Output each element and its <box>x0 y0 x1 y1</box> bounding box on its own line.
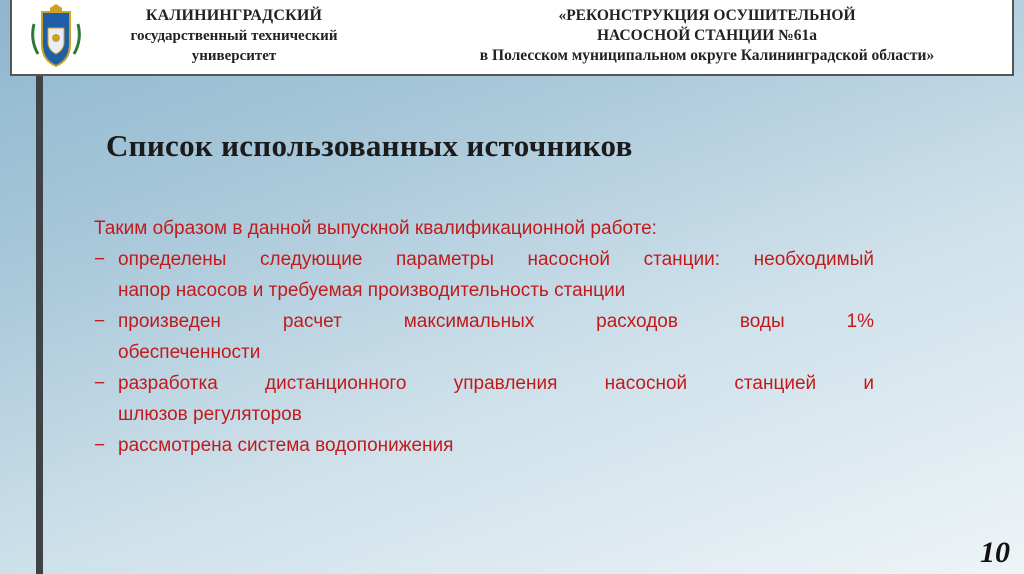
slide-content <box>94 213 874 461</box>
list-item-line2: обеспеченности <box>118 342 261 363</box>
bullet-dash: − <box>94 435 106 456</box>
list-item-line1: разработка дистанционного управления насосной станцией и <box>118 373 874 394</box>
bullet-dash: − <box>94 373 106 394</box>
list-item <box>94 244 874 306</box>
university-name-line1: КАЛИНИНГРАДСКИЙ <box>145 7 323 24</box>
list-item-line1: определены следующие параметры насосной станции: необходимый <box>118 249 874 270</box>
list-item-line1: произведен расчет максимальных расходов воды 1% <box>118 311 874 332</box>
slide-header <box>10 0 1014 76</box>
page-number: 10 <box>980 536 1010 569</box>
project-title <box>412 6 1002 66</box>
left-accent-bar <box>36 0 43 574</box>
list-item <box>94 430 874 461</box>
bullet-dash: − <box>94 249 106 270</box>
university-name-line3: университет <box>191 48 277 64</box>
list-item <box>94 306 874 368</box>
project-title-line3: в Полесском муниципальном округе Калининградской области» <box>479 47 935 64</box>
university-name <box>94 6 374 66</box>
list-item-line2: шлюзов регуляторов <box>118 404 302 425</box>
project-title-line1: «РЕКОНСТРУКЦИЯ ОСУШИТЕЛЬНОЙ <box>558 7 856 24</box>
project-title-line2: НАСОСНОЙ СТАНЦИИ №61а <box>596 27 818 44</box>
bullet-dash: − <box>94 311 106 332</box>
slide-title: Список использованных источников <box>106 128 633 163</box>
list-item-line1: рассмотрена система водопонижения <box>118 435 454 456</box>
university-emblem-icon <box>28 4 84 70</box>
list-item-line2: напор насосов и требуемая производительность станции <box>118 280 626 301</box>
university-name-line2: государственный технический <box>130 28 338 44</box>
intro-text: Таким образом в данной выпускной квалификационной работе: <box>94 218 657 239</box>
list-item <box>94 368 874 430</box>
conclusions-list <box>94 244 874 461</box>
